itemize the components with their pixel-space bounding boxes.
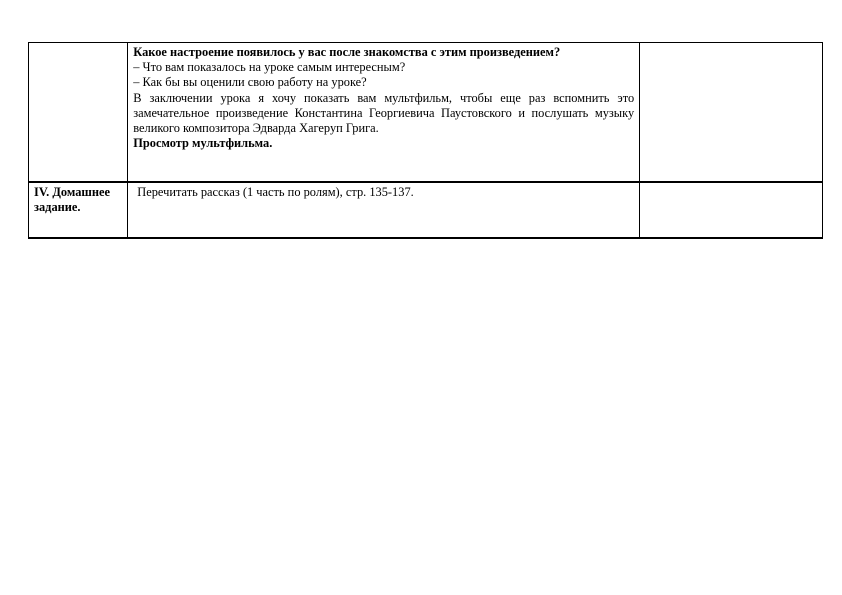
table-row: [29, 43, 823, 183]
closing-paragraph: В заключении урока я хочу показать вам мультфильм, чтобы еще раз вспомнить это замечательное произведение Константина Георгиевича Паустовского и послушать музыку великого композитора Эдварда Хагеруп Грига.: [133, 90, 635, 136]
lesson-plan-table: [28, 42, 823, 239]
notes-cell: [640, 43, 823, 183]
reflection-question-bold: Какое настроение появилось у вас после знакомства с этим произведением?: [133, 45, 561, 59]
homework-text: Перечитать рассказ (1 часть по ролям), стр. 135-137.: [137, 185, 414, 199]
table-row: [29, 182, 823, 238]
reflection-question-2: – Как бы вы оценили свою работу на уроке?: [133, 75, 367, 90]
notes-cell: [640, 182, 823, 238]
content-cell: [128, 43, 640, 183]
stage-cell: [29, 43, 128, 183]
reflection-question-1: – Что вам показалось на уроке самым интересным?: [133, 60, 406, 75]
content-cell: [128, 182, 640, 238]
homework-stage-label: IV. Домашнее задание.: [29, 182, 128, 238]
cartoon-viewing-label: Просмотр мультфильма.: [133, 136, 273, 151]
